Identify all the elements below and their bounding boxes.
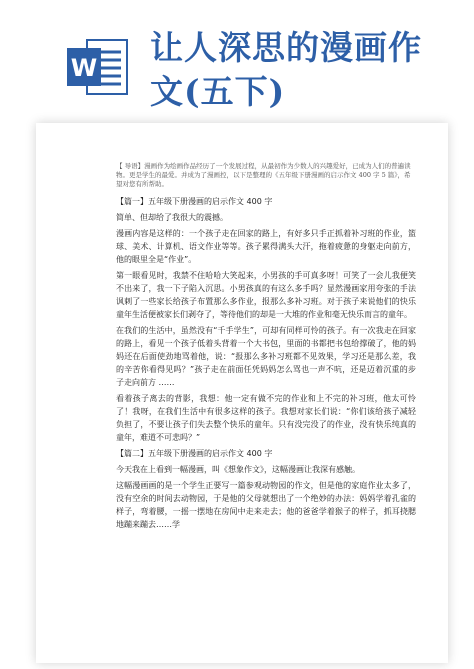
banner-header xyxy=(0,0,474,125)
body-paragraph: 今天我在上看到一幅漫画，叫《想象作文》，这幅漫画让我深有感触。 xyxy=(116,465,360,474)
body-paragraph: 在我们的生活中，虽然没有“千手学生”，可却有同样可怜的孩子。有一次我走在回家的路上，看见一个孩子低着头背着一个大书包，里面的书都把书包给撑破了，他的妈妈还在后面使劲地骂着他，说：“报那么多补习班都不见效果，学习还是那么差，我的辛苦你看得见吗？”孩子走在前面任凭妈妈怎么骂也一声不吭，还是迈着沉重的步子走向前方 …… xyxy=(116,326,416,387)
word-icon-letter: W xyxy=(70,54,98,82)
body-paragraph: 这幅漫画画的是一个学生正要写一篇参观动物园的作文，但是他的家庭作业太多了，没有空余的时间去动物园，于是他的父母就想出了一个绝妙的办法：妈妈学着孔雀的样子，弯着腰，一摇一摆地在房间中走来走去；他的爸爸学着猴子的样子，抓耳挠腮地蹦来蹦去……学 xyxy=(116,481,416,529)
body-paragraph: 漫画内容是这样的：一个孩子走在回家的路上，有好多只手正抓着补习班的作业，篮球、美术、计算机、语文作业等等。孩子累得满头大汗，拖着疲惫的身躯走向前方，他的眼里全是“作业”。 xyxy=(116,229,416,264)
section-heading: 【篇二】五年级下册漫画的启示作文 400 字 xyxy=(116,449,273,458)
body-paragraph: 简单、但却给了我很大的震撼。 xyxy=(116,213,228,222)
document-body xyxy=(116,162,416,534)
body-paragraph: 看着孩子离去的背影，我想：他一定有做不完的作业和上不完的补习班，他太可怜了！我呀，在我们生活中有很多这样的孩子。我想对家长们说：“你们该给孩子减轻负担了，不要让孩子们失去整个快乐的童年。只有没完没了的作业，没有快乐纯真的童年，难道不可悲吗？” xyxy=(116,394,416,442)
document-title: 让人深思的漫画作文(五下) xyxy=(150,28,422,111)
word-icon xyxy=(65,38,129,96)
body-paragraph: 第一眼看见时，我禁不住哈哈大笑起来，小男孩的手可真多呀！可笑了一会儿我便笑不出来了，我一下子陷入沉思。小男孩真的有这么多手吗？显然漫画家用夸张的手法讽刺了一些家长给孩子布置那么多作业，报那么多补习班。对于孩子来说他们的快乐童年生活便被家长们剥夺了，等待他们的却是一大堆的作业和毫无快乐而言的童年。 xyxy=(116,271,416,319)
guide-text: 【 导语】漫画作为绘画作品经历了一个发展过程，从最初作为少数人的兴趣爱好，已成为人们的普遍读物。更是学生的最爱。并成为了漫画控，以下是整理的《五年级下册漫画的启示作文 400 字 5 篇》，希望对您有所帮助。 xyxy=(116,162,411,188)
section-heading: 【篇一】五年级下册漫画的启示作文 400 字 xyxy=(116,197,273,206)
